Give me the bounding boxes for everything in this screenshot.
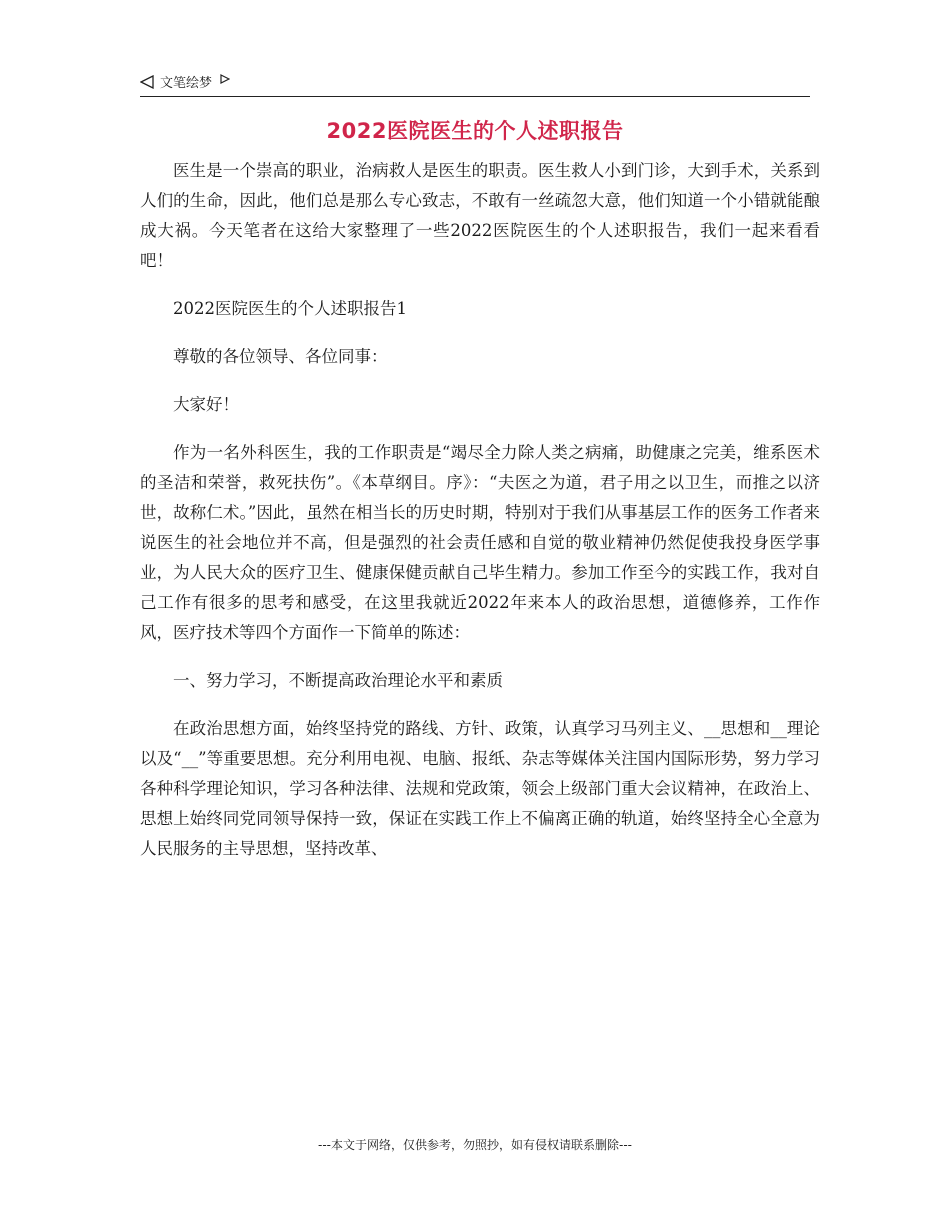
intro-paragraph: 医生是一个崇高的职业，治病救人是医生的职责。医生救人小到门诊，大到手术，关系到人们的生命，因此，他们总是那么专心致志，不敢有一丝疏忽大意，他们知道一个小错就能酿成大祸。今天笔者在这给大家整理了一些2022医院医生的个人述职报告，我们一起来看看吧！ — [140, 161, 820, 270]
greeting: 大家好！ — [173, 395, 239, 414]
subsection-heading: 一、努力学习，不断提高政治理论水平和素质 — [173, 671, 503, 690]
section-heading: 2022医院医生的个人述职报告1 — [173, 299, 407, 318]
brand-label: 文笔绘梦 — [160, 76, 213, 91]
footer-disclaimer: ---本文于网络，仅供参考，勿照抄，如有侵权请联系删除--- — [318, 1138, 632, 1152]
salutation: 尊敬的各位领导、各位同事： — [173, 347, 388, 366]
triangle-right-icon — [220, 74, 230, 84]
brand — [140, 72, 230, 91]
body-paragraph: 作为一名外科医生，我的工作职责是“竭尽全力除人类之病痛，助健康之完美，维系医术的圣洁和荣誉，救死扶伤”。《本草纲目。序》：“夫医之为道，君子用之以卫生，而推之以济世，故称仁术。”因此，虽然在相当长的历史时期，特别对于我们从事基层工作的医务工作者来说医生的社会地位并不高，但是强烈的社会责任感和自觉的敬业精神仍然促使我投身医学事业，为人民大众的医疗卫生、健康保健贡献自己毕生精力。参加工作至今的实践工作，我对自己工作有很多的思考和感受，在这里我就近2022年来本人的政治思想，道德修养，工作作风，医疗技术等四个方面作一下简单的陈述： — [140, 443, 820, 642]
page-header — [140, 70, 810, 97]
document-title: 2022医院医生的个人述职报告 — [326, 119, 624, 143]
body-paragraph: 在政治思想方面，始终坚持党的路线、方针、政策，认真学习马列主义、__思想和__理论以及“__”等重要思想。充分利用电视、电脑、报纸、杂志等媒体关注国内国际形势，努力学习各种科学理论知识，学习各种法律、法规和党政策，领会上级部门重大会议精神，在政治上、思想上始终同党同领导保持一致，保证在实践工作上不偏离正确的轨道，始终坚持全心全意为人民服务的主导思想，坚持改革、 — [140, 719, 820, 858]
triangle-left-icon — [140, 75, 154, 89]
document-body — [140, 156, 820, 882]
